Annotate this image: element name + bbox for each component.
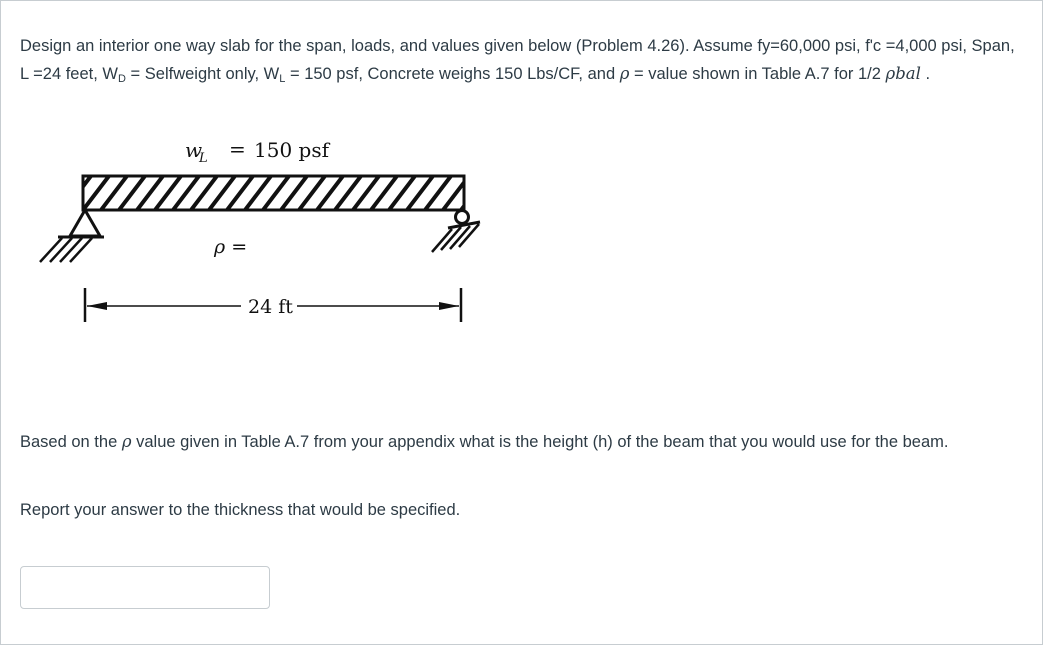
problem-statement	[20, 33, 1020, 93]
rho-symbol: ρ	[619, 64, 630, 83]
rho-symbol-inline: ρ	[121, 432, 132, 451]
wd-subscript: D	[118, 73, 126, 85]
problem-text-5: .	[920, 65, 931, 83]
wl-subscript: L	[279, 73, 286, 85]
problem-text-3: = 150 psf, Concrete weighs 150 Lbs/CF, and	[285, 65, 620, 83]
rho-bal-symbol: ρbal	[885, 64, 921, 83]
load-equals: =	[229, 137, 246, 161]
hatched-beam	[62, 172, 490, 214]
pin-support	[40, 210, 104, 262]
roller-support	[432, 211, 480, 253]
span-label: 24 ft	[248, 296, 293, 318]
load-symbol: w	[185, 138, 203, 162]
height-question-text-2: value given in Table A.7 from your appendix what is the height (h) of the beam that you would use for the beam.	[131, 433, 949, 451]
height-question-text-1: Based on the	[20, 433, 122, 451]
load-value: 150 psf	[254, 138, 329, 162]
rho-label: ρ =	[214, 236, 248, 258]
problem-text-4: = value shown in Table A.7 for 1/2	[629, 65, 886, 83]
problem-text-1: Design an interior one way slab for the span, loads, and values given below (Problem 4.26). Assume fy=60,000 psi, f'c =4,000 psi, Span, L =24 feet, W	[20, 37, 1015, 83]
load-subscript: L	[199, 151, 208, 166]
problem-text-2: = Selfweight only, W	[125, 65, 280, 83]
report-instruction: Report your answer to the thickness that would be specified.	[20, 501, 461, 519]
answer-input[interactable]	[20, 566, 270, 609]
beam-diagram	[0, 120, 520, 330]
height-question	[20, 428, 1020, 456]
